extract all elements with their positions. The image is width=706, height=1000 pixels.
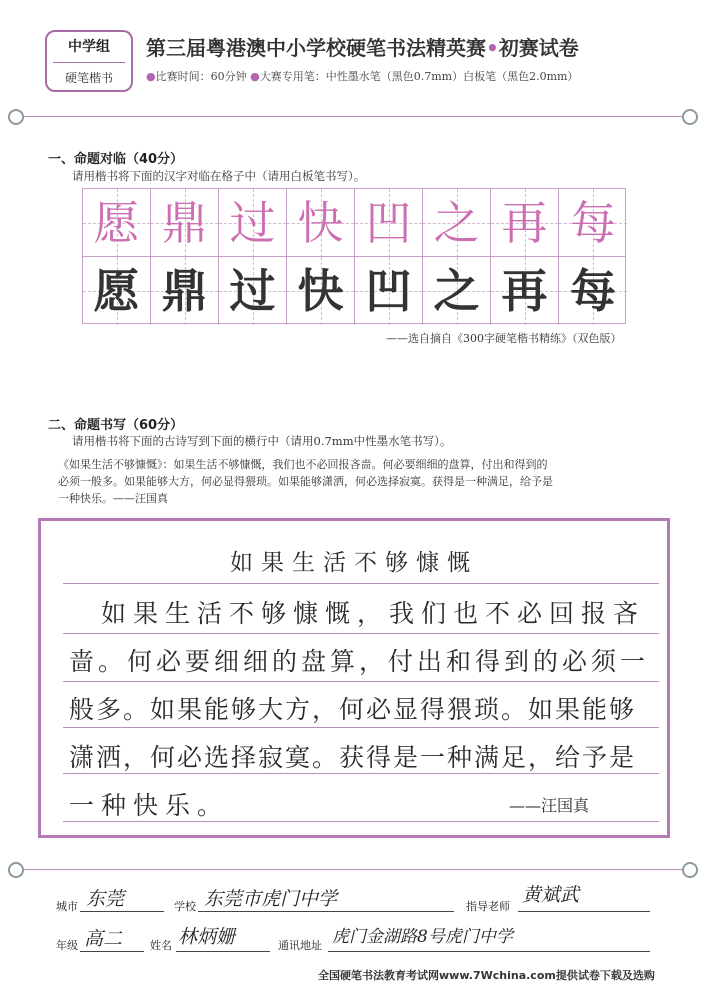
- city-label: 城市: [56, 900, 78, 913]
- ruled-line: [63, 583, 659, 584]
- model-char: 之: [433, 196, 480, 250]
- grade-label: 年级: [56, 939, 78, 952]
- grid-cell: [287, 257, 355, 325]
- address-field[interactable]: 虎门金湖路8号虎门中学: [332, 927, 513, 947]
- section1-instruction: 请用楷书将下面的汉字对临在格子中（请用白板笔书写）。: [72, 169, 366, 183]
- exam-pens: 大赛专用笔：中性墨水笔（黑色0.7mm）白板笔（黑色2.0mm）: [259, 70, 579, 83]
- copy-grid: [82, 188, 626, 324]
- ruled-line: [63, 727, 659, 728]
- name-label: 姓名: [150, 939, 172, 952]
- written-char: 再: [501, 264, 548, 318]
- model-char: 鼎: [161, 196, 208, 250]
- model-char: 快: [297, 196, 344, 250]
- essay-title: 如果生活不够慷慨: [230, 550, 478, 576]
- address-label: 通讯地址: [278, 939, 322, 952]
- written-char: 之: [433, 264, 480, 318]
- city-field[interactable]: 东莞: [86, 888, 125, 910]
- swirl-ornament-icon: [8, 109, 24, 125]
- section1-heading: 一、命题对临（40分）: [48, 152, 184, 167]
- model-char: 凹: [365, 196, 412, 250]
- badge-group-label: 中学组: [68, 39, 110, 55]
- poem-line: 《如果生活不够慷慨》：如果生活不够慷慨，我们也不必回报吝啬。何必要细细的盘算，付出和得到的: [58, 458, 548, 471]
- essay-line: 般多。如果能够大方，何必显得猥琐。如果能够: [69, 695, 637, 724]
- model-row: [83, 189, 625, 257]
- teacher-field[interactable]: 黄斌武: [522, 884, 580, 906]
- footer-divider: [24, 869, 682, 870]
- essay-line: 一种快乐。: [69, 791, 230, 820]
- city-underline: [80, 911, 164, 912]
- bullet-icon: ●: [146, 70, 156, 83]
- essay-line: 潇洒，何必选择寂寞。获得是一种满足，给予是: [69, 743, 637, 772]
- footer-note: 全国硬笔书法教育考试网www.7Wchina.com提供试卷下载及选购: [318, 969, 655, 982]
- name-underline: [176, 951, 270, 952]
- essay-line: 如果生活不够慷慨，我们也不必回报吝: [69, 599, 646, 628]
- source-citation: ——选自摘自《300字硬笔楷书精练》（双色版）: [386, 332, 622, 345]
- section2-instruction: 请用楷书将下面的古诗写到下面的横行中（请用0.7mm中性墨水笔书写）。: [72, 434, 452, 448]
- written-char: 快: [297, 264, 344, 318]
- grid-cell: [491, 189, 559, 257]
- exam-time: 比赛时间：60分钟: [155, 70, 247, 83]
- badge-divider: [53, 62, 125, 63]
- poem-line: 一种快乐。——汪国真: [58, 492, 168, 505]
- title-main: 第三届粤港澳中小学校硬笔书法精英赛: [146, 36, 486, 60]
- written-char: 每: [570, 264, 616, 318]
- grid-cell: [287, 189, 355, 257]
- grid-cell: [423, 257, 491, 325]
- school-field[interactable]: 东莞市虎门中学: [204, 888, 338, 910]
- address-underline: [328, 951, 650, 952]
- grid-cell: [355, 189, 423, 257]
- title-tail: 初赛试卷: [498, 36, 579, 60]
- header-divider: [24, 116, 682, 117]
- written-char: 凹: [365, 264, 412, 318]
- essay-author: ——汪国真: [509, 796, 590, 815]
- swirl-ornament-icon: [8, 862, 24, 878]
- grid-cell: [491, 257, 559, 325]
- written-char: 过: [229, 264, 276, 318]
- poem-paragraph: [58, 456, 670, 507]
- essay-line: 啬。何必要细细的盘算，付出和得到的必须一: [69, 647, 650, 676]
- grid-cell: [559, 257, 627, 325]
- ruled-line: [63, 633, 659, 634]
- teacher-label: 指导老师: [466, 900, 510, 913]
- model-char: 过: [229, 196, 276, 250]
- teacher-underline: [518, 911, 650, 912]
- grid-cell: [219, 189, 287, 257]
- written-char: 鼎: [161, 264, 208, 318]
- written-row: [83, 256, 625, 325]
- exam-info: [146, 68, 578, 84]
- grid-cell: [151, 189, 219, 257]
- written-char: 愿: [93, 264, 140, 318]
- grid-cell: [423, 189, 491, 257]
- ruled-line: [63, 681, 659, 682]
- page-title: [146, 32, 579, 61]
- grid-cell: [83, 257, 151, 325]
- grade-underline: [80, 951, 144, 952]
- swirl-ornament-icon: [682, 862, 698, 878]
- grid-cell: [219, 257, 287, 325]
- poem-line: 必须一般多。如果能够大方，何必显得猥琐。如果能够潇洒，何必选择寂寞。获得是一种满足，给予是: [58, 475, 553, 488]
- model-char: 再: [501, 196, 548, 250]
- badge-category-label: 硬笔楷书: [64, 71, 113, 85]
- swirl-ornament-icon: [682, 109, 698, 125]
- grid-cell: [83, 189, 151, 257]
- name-field[interactable]: 林炳姗: [178, 926, 236, 948]
- section2-heading: 二、命题书写（60分）: [48, 418, 184, 433]
- model-char: 愿: [93, 196, 140, 250]
- writing-area: [38, 518, 670, 838]
- grade-field[interactable]: 高二: [84, 928, 123, 950]
- group-badge: [45, 30, 133, 92]
- school-label: 学校: [174, 900, 196, 913]
- title-dot: •: [486, 36, 499, 60]
- grid-cell: [151, 257, 219, 325]
- bullet-icon: ●: [250, 70, 260, 83]
- model-char: 每: [570, 196, 616, 250]
- school-underline: [198, 911, 454, 912]
- grid-cell: [355, 257, 423, 325]
- grid-cell: [559, 189, 627, 257]
